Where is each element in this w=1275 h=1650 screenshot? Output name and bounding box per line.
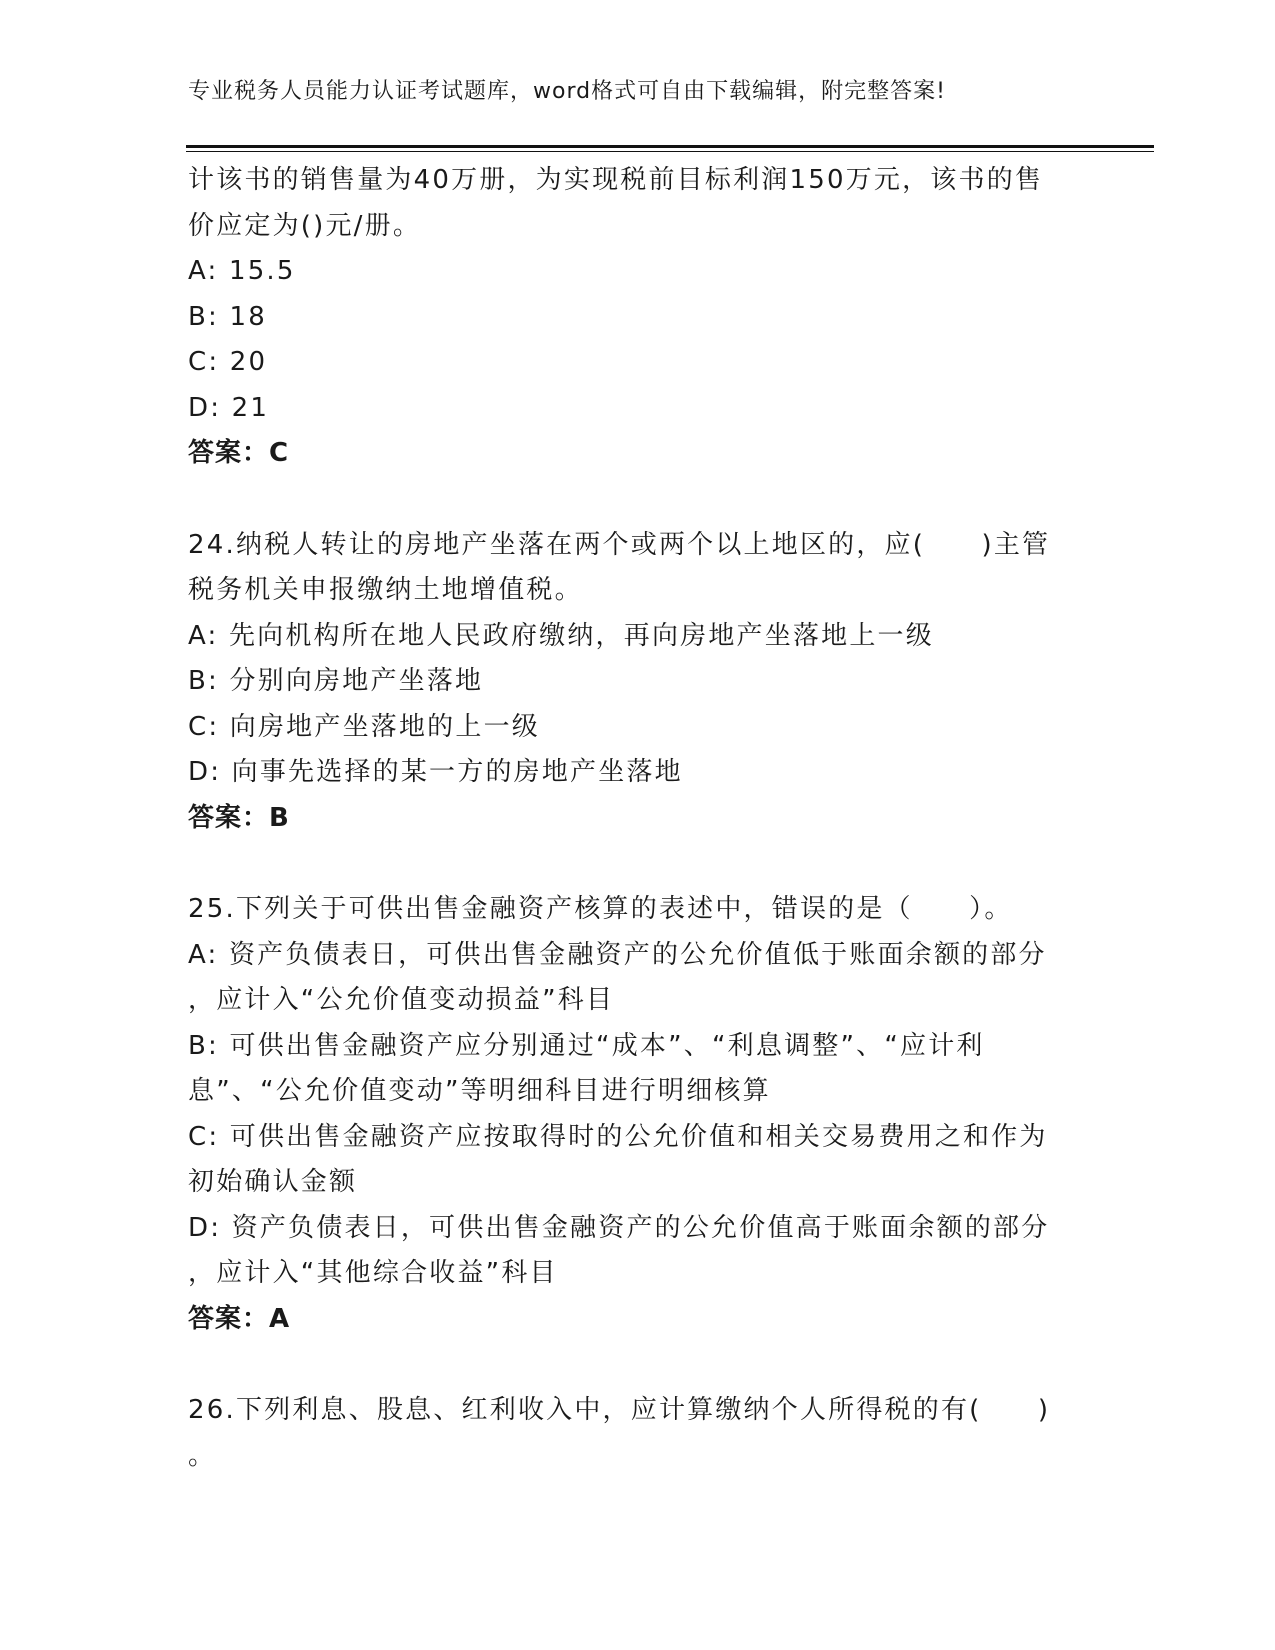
question-stem: 价应定为()元/册。	[188, 210, 422, 241]
header-rule-thin	[186, 151, 1154, 152]
header-rule	[186, 145, 1154, 148]
option-d: D: 向事先选择的某一方的房地产坐落地	[188, 757, 683, 787]
option-c: C: 20	[188, 347, 268, 377]
option-b: B: 分别向房地产坐落地	[188, 666, 484, 696]
question-stem: 24.纳税人转让的房地产坐落在两个或两个以上地区的，应( )主管	[188, 529, 1051, 560]
option-b: B: 18	[188, 301, 267, 332]
option-a: A: 15.5	[188, 256, 296, 286]
option-d: D: 21	[188, 392, 270, 423]
question-stem: 25.下列关于可供出售金融资产核算的表述中，错误的是（ ）。	[188, 894, 1013, 924]
answer: 答案：B	[188, 802, 290, 833]
option-c-cont: 初始确认金额	[188, 1167, 358, 1197]
question-24	[188, 523, 1088, 842]
option-a: A: 先向机构所在地人民政府缴纳，再向房地产坐落地上一级	[188, 620, 934, 651]
answer: 答案：A	[188, 1303, 291, 1334]
option-d: D: 资产负债表日，可供出售金融资产的公允价值高于账面余额的部分	[188, 1212, 1050, 1243]
question-25	[188, 887, 1088, 1342]
option-b: B: 可供出售金融资产应分别通过“成本”、“利息调整”、“应计利	[188, 1030, 985, 1061]
option-c: C: 向房地产坐落地的上一级	[188, 711, 540, 742]
answer: 答案：C	[188, 438, 290, 468]
option-d-cont: ，应计入“其他综合收益”科目	[188, 1258, 558, 1288]
option-a: A: 资产负债表日，可供出售金融资产的公允价值低于账面余额的部分	[188, 939, 1047, 970]
option-a-cont: ，应计入“公允价值变动损益”科目	[188, 985, 615, 1015]
question-content	[188, 158, 1088, 1479]
question-stem: 计该书的销售量为40万册，为实现税前目标利润150万元，该书的售	[188, 165, 1044, 195]
question-stem: 26.下列利息、股息、红利收入中，应计算缴纳个人所得税的有( )	[188, 1395, 1051, 1425]
question-23	[188, 158, 1088, 477]
page-header: 专业税务人员能力认证考试题库，word格式可自由下载编辑，附完整答案!	[188, 79, 946, 104]
question-26	[188, 1388, 1088, 1479]
option-c: C: 可供出售金融资产应按取得时的公允价值和相关交易费用之和作为	[188, 1121, 1048, 1152]
option-b-cont: 息”、“公允价值变动”等明细科目进行明细核算	[188, 1076, 771, 1106]
question-stem: 税务机关申报缴纳土地增值税。	[188, 575, 583, 605]
question-stem: 。	[188, 1440, 217, 1471]
